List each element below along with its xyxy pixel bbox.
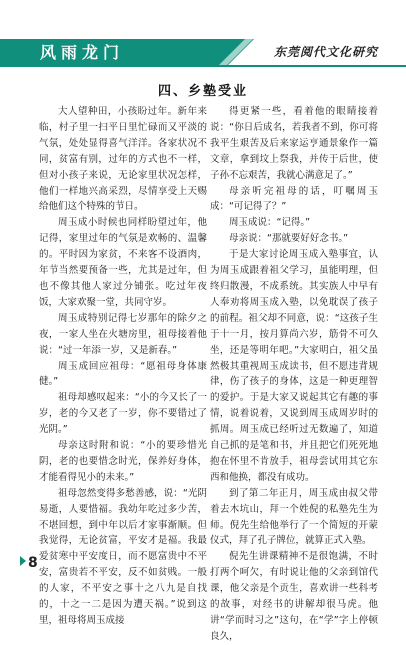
paragraph: 母亲听完祖母的话，叮嘱周玉成：“可记得了？”: [210, 185, 378, 213]
paragraph: 周玉成特别记得七岁那年的除夕之夜，一家人坐在火塘房里，祖母接着他说：“过一年添一岁，又是新春。”: [39, 312, 207, 356]
page-header: [0, 39, 406, 65]
paragraph: 倪先生讲课精神不是很饱满，不时打两个呵欠，有时说让他的父亲到馆代课，他父亲是个贡生，喜欢讲一些科考的故事，对经书的讲解却很马虎。他讲“学而时习之”这句，在“学”字上停顿良久，: [210, 551, 378, 642]
series-title: 东莞阅代文化研究: [273, 45, 378, 59]
left-column: [39, 104, 207, 629]
section-name: 风雨龙门: [40, 43, 125, 62]
paragraph: 得更紧一些，看着他的眼睛接着说：“你日后成名，若我者不到，你可将我平生艰苦及后来家运亨通景象作一篇文章，拿到坟上祭我，并传于后世，使子孙不忘艰苦，我就心满意足了。”: [210, 106, 378, 181]
right-column: [210, 104, 378, 645]
page-number: [20, 555, 38, 571]
paragraph: 周玉成回应祖母：“愿祖母身体康健。”: [39, 360, 207, 388]
header-band: [0, 39, 228, 65]
paragraph: 周玉成说：“记得。”: [229, 217, 311, 229]
triangle-icon: [20, 556, 26, 566]
paragraph: 于是大家讨论周玉成入塾事宜，认为周玉成跟着祖父学习，虽能明理，但终归散漫，不成系统。其实族人中早有人奉劝将周玉成入塾，以免耽误了孩子的前程。祖父却不同意，说：“这孩子生于十一月，按月算尚六岁，筋骨不可久坐，还是等明年吧。”大家明白，祖父虽然极其重视周玉成读书，但不愿违背规律，伤了孩子的身体，这是一种更理智的爱护。于是大家又说起其它有趣的事情，说着说着，又说到周玉成周岁时的抓周。周玉成已经听过无数遍了，知道自己抓的是笔和书，并且把它们死死地抱在怀里不肯放手，祖母尝试用其它东西和他换，都没有成功。: [210, 249, 378, 483]
paragraph: 母亲这时附和说：“小的要珍惜光阴，老的也要惜念时光，保养好身体，才能看得见小的未来。”: [39, 440, 207, 483]
paragraph: 周玉成小时候也同样盼望过年，他记得，家里过年的气氛是欢畅的、温馨的。平时因为家贫，不来客不设酒肉，年节当然要预备一些，尤其是过年，但也不像其他人家过分铺张。吃过年夜饭，大家欢聚一堂，共同守岁。: [39, 217, 207, 308]
paragraph: 母亲说：“那就要好好念书。”: [229, 233, 349, 245]
paragraph: 祖母忽然变得多愁善感，说：“光阴易逝，人要惜福。我幼年吃过多少苦，不堪回想，到中年以后才家事渐顺。但我觉得，无论贫富，平安才是福。我最爱贫寒中平安度日，而不愿富贵中不平安，富贵若不平安，反不如贫贱。一般的人家，不平安之事十之八九是自找的，十之一二是因为遭天祸。”说到这里，祖母将周玉成接: [39, 487, 207, 626]
page-number-value: 8: [28, 555, 38, 571]
paragraph: 到了第二年正月，周玉成由叔父带着去木坑山，拜一个姓倪的私塾先生为师。倪先生给他举行了一个简短的开蒙仪式，拜了孔子牌位，就算正式入塾。: [210, 487, 378, 547]
chapter-title: 四、乡塾受业: [157, 84, 248, 99]
paragraph: 祖母却感叹起来：“小的今又长了一岁，老的今又老了一岁，你不要错过了光阴。”: [39, 392, 207, 436]
header-rule: [0, 65, 406, 67]
paragraph: 大人望种田，小孩盼过年。新年来临，村子里一扫平日里忙碌而又平淡的气氛，处处显得喜气洋洋。各家状况不同，贫富有别，过年的方式也不一样，但对小孩子来说，无论家里状况怎样，他们一样地兴高采烈，尽情享受上天赐给他们这个特殊的节日。: [39, 106, 207, 213]
